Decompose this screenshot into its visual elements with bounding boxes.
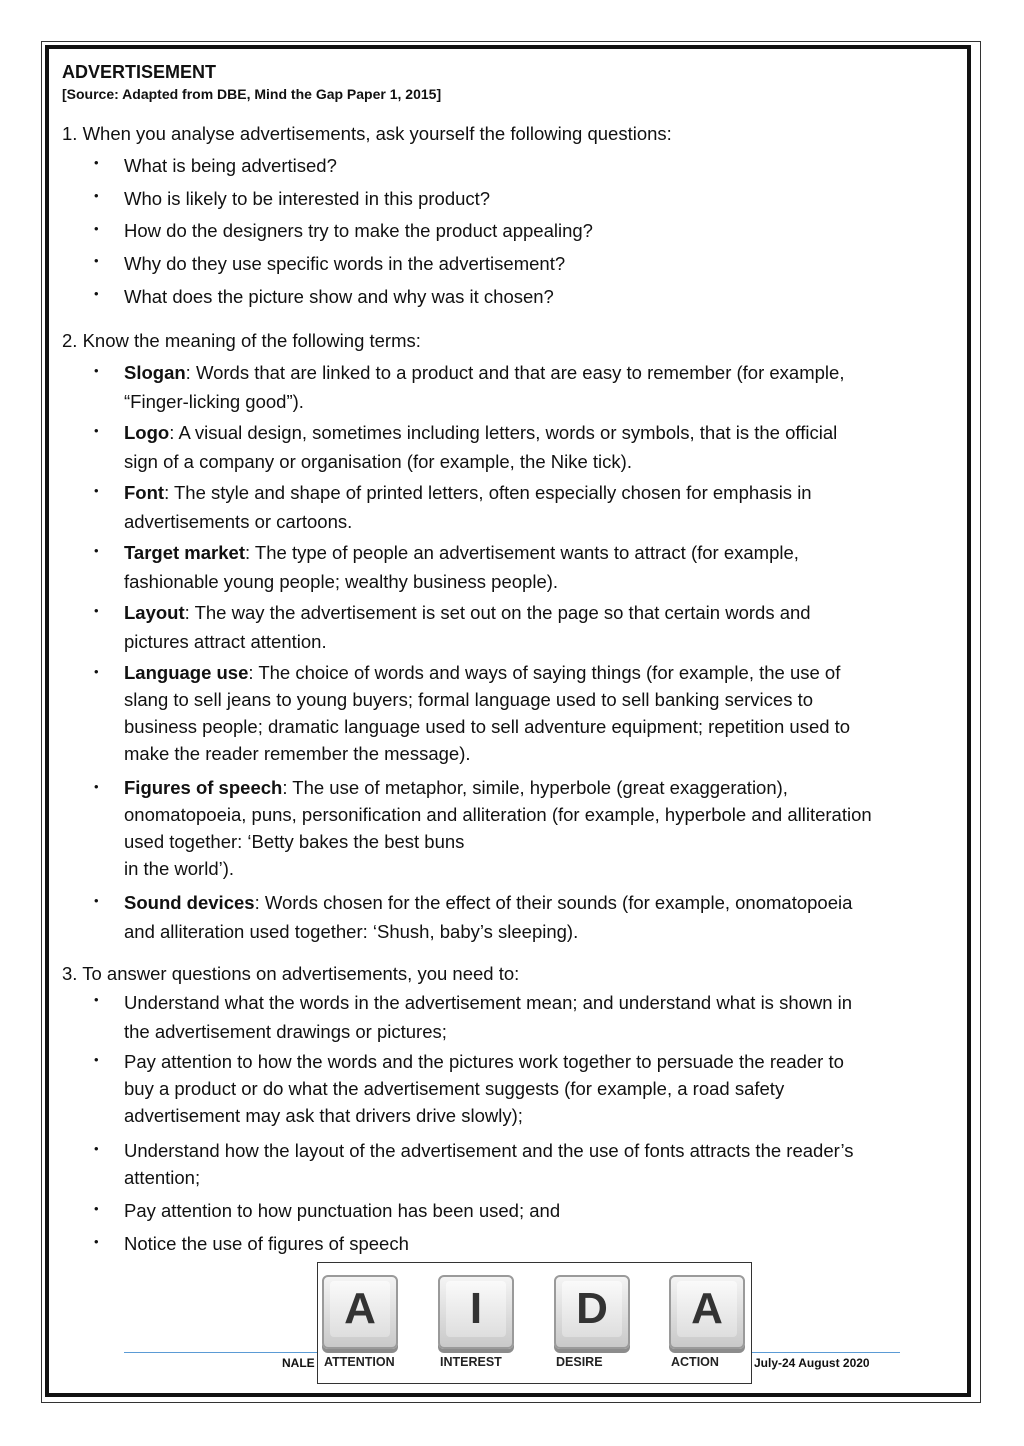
- term-label: Sound devices: [124, 892, 255, 913]
- term-label: Font: [124, 482, 165, 503]
- bullet-icon: •: [94, 1052, 99, 1067]
- term-definition: advertisements or cartoons.: [124, 511, 353, 532]
- key-label-action: ACTION: [671, 1355, 719, 1369]
- term-label: Layout: [124, 602, 185, 623]
- term-definition: pictures attract attention.: [124, 631, 327, 652]
- bullet-icon: •: [94, 893, 99, 908]
- term-definition: : The choice of words and ways of saying things (for example, the use of: [248, 662, 841, 683]
- key-label-attention: ATTENTION: [324, 1355, 395, 1369]
- bullet-icon: •: [94, 423, 99, 438]
- key-action: [669, 1275, 745, 1349]
- term-language-use: [124, 659, 964, 767]
- bullet-icon: •: [94, 1201, 99, 1216]
- section1-item: Who is likely to be interested in this product?: [124, 188, 491, 209]
- term-definition: fashionable young people; wealthy business people).: [124, 571, 559, 592]
- bullet-icon: •: [94, 155, 99, 170]
- bullet-icon: •: [94, 188, 99, 203]
- item-text: buy a product or do what the advertisement suggests (for example, a road safety: [124, 1078, 785, 1099]
- section3-item: [124, 1048, 964, 1129]
- item-text: Understand how the layout of the advertisement and the use of fonts attracts the reader’s: [124, 1140, 854, 1161]
- section1-item: What is being advertised?: [124, 155, 337, 176]
- term-layout: [124, 598, 964, 656]
- term-target-market: [124, 538, 964, 596]
- bullet-icon: •: [94, 664, 99, 679]
- bullet-icon: •: [94, 253, 99, 268]
- bullet-icon: •: [94, 221, 99, 236]
- section2-heading: 2. Know the meaning of the following terms:: [62, 330, 421, 351]
- term-label: Logo: [124, 422, 170, 443]
- term-definition: in the world’).: [124, 858, 235, 879]
- key-letter: D: [562, 1281, 622, 1337]
- bullet-icon: •: [94, 779, 99, 794]
- term-definition: sign of a company or organisation (for example, the Nike tick).: [124, 451, 632, 472]
- term-label: Figures of speech: [124, 777, 283, 798]
- term-definition: “Finger-licking good”).: [124, 391, 304, 412]
- footer-right-text: July-24 August 2020: [754, 1356, 870, 1370]
- term-definition: used together: ‘Betty bakes the best buns: [124, 831, 465, 852]
- term-definition: : The type of people an advertisement wants to attract (for example,: [244, 542, 799, 563]
- key-label-desire: DESIRE: [556, 1355, 603, 1369]
- term-definition: : The style and shape of printed letters, often especially chosen for emphasis in: [164, 482, 812, 503]
- term-logo: [124, 418, 964, 476]
- key-desire: [554, 1275, 630, 1349]
- key-label-interest: INTEREST: [440, 1355, 502, 1369]
- document-title: ADVERTISEMENT: [62, 62, 217, 82]
- term-label: Language use: [124, 662, 249, 683]
- key-attention: [322, 1275, 398, 1349]
- key-letter: I: [446, 1281, 506, 1337]
- bullet-icon: •: [94, 1141, 99, 1156]
- item-text: Understand what the words in the advertisement mean; and understand what is shown in: [124, 992, 853, 1013]
- bullet-icon: •: [94, 363, 99, 378]
- item-text: advertisement may ask that drivers drive slowly);: [124, 1105, 523, 1126]
- section1-item: How do the designers try to make the product appealing?: [124, 220, 593, 241]
- section3-heading: 3. To answer questions on advertisements, you need to:: [62, 963, 520, 984]
- bullet-icon: •: [94, 992, 99, 1007]
- bullet-icon: •: [94, 543, 99, 558]
- item-text: the advertisement drawings or pictures;: [124, 1021, 447, 1042]
- term-definition: business people; dramatic language used to sell adventure equipment; repetition used to: [124, 716, 851, 737]
- bullet-icon: •: [94, 286, 99, 301]
- aida-image: [317, 1262, 752, 1384]
- bullet-icon: •: [94, 1234, 99, 1249]
- key-letter: A: [330, 1281, 390, 1337]
- item-text: Pay attention to how the words and the pictures work together to persuade the reader to: [124, 1051, 844, 1072]
- section3-item: Pay attention to how punctuation has been used; and: [124, 1200, 561, 1221]
- source-citation: [Source: Adapted from DBE, Mind the Gap Paper 1, 2015]: [62, 86, 442, 102]
- item-text: attention;: [124, 1167, 201, 1188]
- key-letter: A: [677, 1281, 737, 1337]
- key-interest: [438, 1275, 514, 1349]
- term-definition: slang to sell jeans to young buyers; formal language used to sell banking services to: [124, 689, 814, 710]
- section1-item: Why do they use specific words in the advertisement?: [124, 253, 566, 274]
- term-sound-devices: [124, 888, 964, 946]
- section1-item: What does the picture show and why was it chosen?: [124, 286, 554, 307]
- term-slogan: [124, 358, 964, 416]
- section3-item: [124, 1137, 964, 1191]
- term-label: Slogan: [124, 362, 186, 383]
- term-definition: and alliteration used together: ‘Shush, baby’s sleeping).: [124, 921, 579, 942]
- section3-item: [124, 988, 964, 1046]
- term-definition: : Words that are linked to a product and that are easy to remember (for example,: [185, 362, 845, 383]
- term-label: Target market: [124, 542, 245, 563]
- term-definition: : A visual design, sometimes including letters, words or symbols, that is the official: [169, 422, 838, 443]
- section1-heading: 1. When you analyse advertisements, ask yourself the following questions:: [62, 123, 672, 144]
- section3-item: Notice the use of figures of speech: [124, 1233, 409, 1254]
- term-definition: : Words chosen for the effect of their sounds (for example, onomatopoeia: [254, 892, 853, 913]
- term-definition: onomatopoeia, puns, personification and alliteration (for example, hyperbole and alliteration: [124, 804, 872, 825]
- bullet-icon: •: [94, 483, 99, 498]
- bullet-icon: •: [94, 603, 99, 618]
- term-definition: : The way the advertisement is set out on the page so that certain words and: [184, 602, 811, 623]
- term-definition: make the reader remember the message).: [124, 743, 471, 764]
- term-definition: : The use of metaphor, simile, hyperbole (great exaggeration),: [282, 777, 788, 798]
- term-figures-of-speech: [124, 774, 964, 882]
- footer-left-text: NALE: [282, 1356, 315, 1370]
- term-font: [124, 478, 964, 536]
